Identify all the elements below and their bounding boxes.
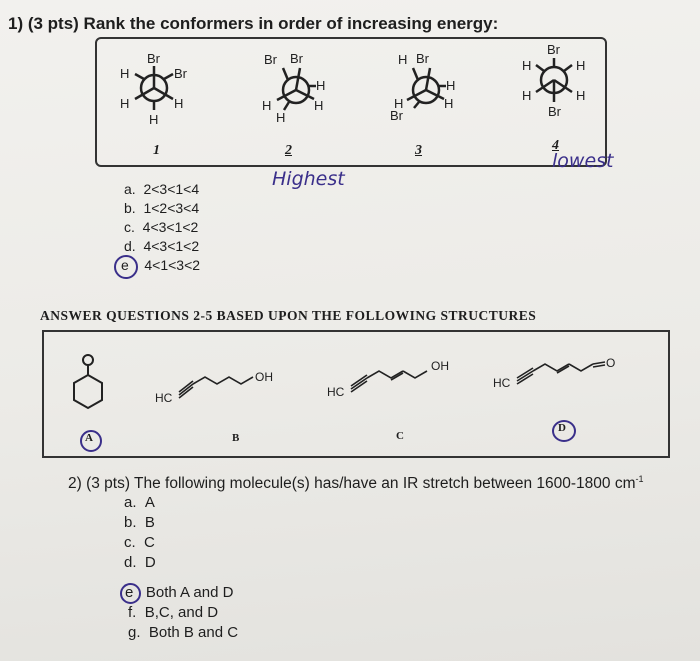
structure-d-label: D: [558, 422, 566, 434]
q2-option-g[interactable]: [128, 624, 238, 641]
conformer-3-top-right: Br: [416, 51, 429, 66]
q1-option-b-letter: b.: [124, 200, 136, 216]
conformer-4-bottom: Br: [548, 104, 561, 119]
q1-option-b-text: 1<2<3<4: [143, 200, 200, 216]
q2-option-d[interactable]: [124, 554, 156, 571]
newman-conformer-4: [510, 40, 605, 130]
structure-d-hc: HC: [493, 376, 511, 390]
newman-conformer-1: [112, 46, 202, 136]
conformer-1-upper-right: Br: [174, 66, 187, 81]
structure-c-label: C: [396, 430, 404, 442]
q1-option-a[interactable]: [124, 181, 199, 197]
q1-option-c[interactable]: [124, 219, 198, 235]
question-2-title: [68, 474, 644, 493]
q1-option-d-text: 4<3<1<2: [143, 238, 200, 254]
structure-c-oh: OH: [431, 359, 449, 373]
q2-option-f[interactable]: [128, 604, 218, 621]
conformer-4-number: 4: [552, 138, 559, 153]
structure-a-label: A: [85, 432, 93, 444]
conformer-3-bottom: Br: [390, 108, 403, 123]
structure-c: [327, 356, 477, 406]
conformer-2-top-right: Br: [290, 51, 303, 66]
answer-questions-header: ANSWER QUESTIONS 2-5 BASED UPON THE FOLLOWING STRUCTURES: [40, 308, 537, 323]
structure-b-label: B: [232, 432, 240, 444]
q1-option-b[interactable]: [124, 200, 199, 216]
conformer-4-upper-right: H: [576, 58, 586, 73]
q2-option-d-text: D: [144, 554, 156, 571]
structure-b-hc: HC: [155, 391, 173, 405]
structure-d-o: O: [606, 356, 616, 370]
conformer-3-top-left: H: [398, 52, 408, 67]
q1-option-e-text: 4<1<3<2: [144, 257, 201, 273]
q1-option-e[interactable]: [121, 257, 200, 273]
newman-conformer-2: [252, 46, 342, 136]
q2-option-g-text: Both B and C: [148, 624, 239, 641]
handwritten-lowest: lowest: [552, 150, 614, 172]
conformer-1-upper-left: H: [120, 66, 130, 81]
newman-conformer-3: [382, 46, 472, 136]
q2-option-b-letter: b.: [124, 514, 137, 531]
conformer-3-lower-left: H: [394, 96, 404, 111]
q2-option-a[interactable]: [124, 494, 155, 511]
q2-option-e-letter: e: [125, 584, 134, 601]
q2-option-b[interactable]: [124, 514, 155, 531]
conformer-1-bottom: H: [149, 112, 159, 127]
structure-c-hc: HC: [327, 385, 345, 399]
conformer-2-bottom: H: [276, 110, 286, 125]
q1-option-a-text: 2<3<1<4: [143, 181, 200, 197]
q2-option-f-letter: f.: [128, 604, 137, 621]
conformer-2-top-left: Br: [264, 52, 277, 67]
q2-option-g-letter: g.: [128, 624, 141, 641]
conformer-3-upper-right: H: [446, 78, 456, 93]
conformer-1-number: 1: [153, 143, 160, 158]
conformer-1-top: Br: [147, 51, 160, 66]
structure-d: [493, 350, 633, 400]
question-2-superscript: -1: [635, 474, 644, 484]
conformer-4-top: Br: [547, 42, 560, 57]
q2-option-a-letter: a.: [124, 494, 137, 511]
q1-option-c-letter: c.: [124, 219, 135, 235]
structure-b-oh: OH: [255, 370, 273, 384]
question-1-title: 1) (3 pts) Rank the conformers in order of increasing energy:: [8, 14, 499, 33]
q2-option-c-letter: c.: [124, 534, 136, 551]
q2-option-c[interactable]: [124, 534, 155, 551]
q1-option-a-letter: a.: [124, 181, 136, 197]
q2-option-b-text: B: [144, 514, 155, 531]
conformer-4-lower-left: H: [522, 88, 532, 103]
conformer-3-number: 3: [415, 143, 422, 158]
q2-option-e[interactable]: [125, 584, 233, 601]
conformer-1-lower-left: H: [120, 96, 130, 111]
structure-b: [155, 362, 300, 412]
conformer-2-lower-left: H: [262, 98, 272, 113]
conformer-2-lower-right: H: [314, 98, 324, 113]
q2-option-c-text: C: [144, 534, 155, 551]
q1-option-e-letter: e: [121, 257, 129, 273]
q2-option-e-text: Both A and D: [145, 584, 234, 601]
question-2-text: 2) (3 pts) The following molecule(s) has/have an IR stretch between 1600-1800 cm: [68, 475, 636, 493]
q2-option-d-letter: d.: [124, 554, 137, 571]
conformer-3-lower-right: H: [444, 96, 454, 111]
q1-option-d-letter: d.: [124, 238, 136, 254]
q1-option-d[interactable]: [124, 238, 199, 254]
handwritten-highest: Highest: [272, 168, 345, 190]
q2-option-f-text: B,C, and D: [144, 604, 219, 621]
structure-a-cyclohexanone: [60, 350, 110, 420]
conformer-4-upper-left: H: [522, 58, 532, 73]
conformer-1-lower-right: H: [174, 96, 184, 111]
conformer-2-number: 2: [285, 143, 292, 158]
q2-option-a-text: A: [144, 494, 155, 511]
q1-option-c-text: 4<3<1<2: [142, 219, 199, 235]
conformer-2-upper-right: H: [316, 78, 326, 93]
conformer-4-lower-right: H: [576, 88, 586, 103]
